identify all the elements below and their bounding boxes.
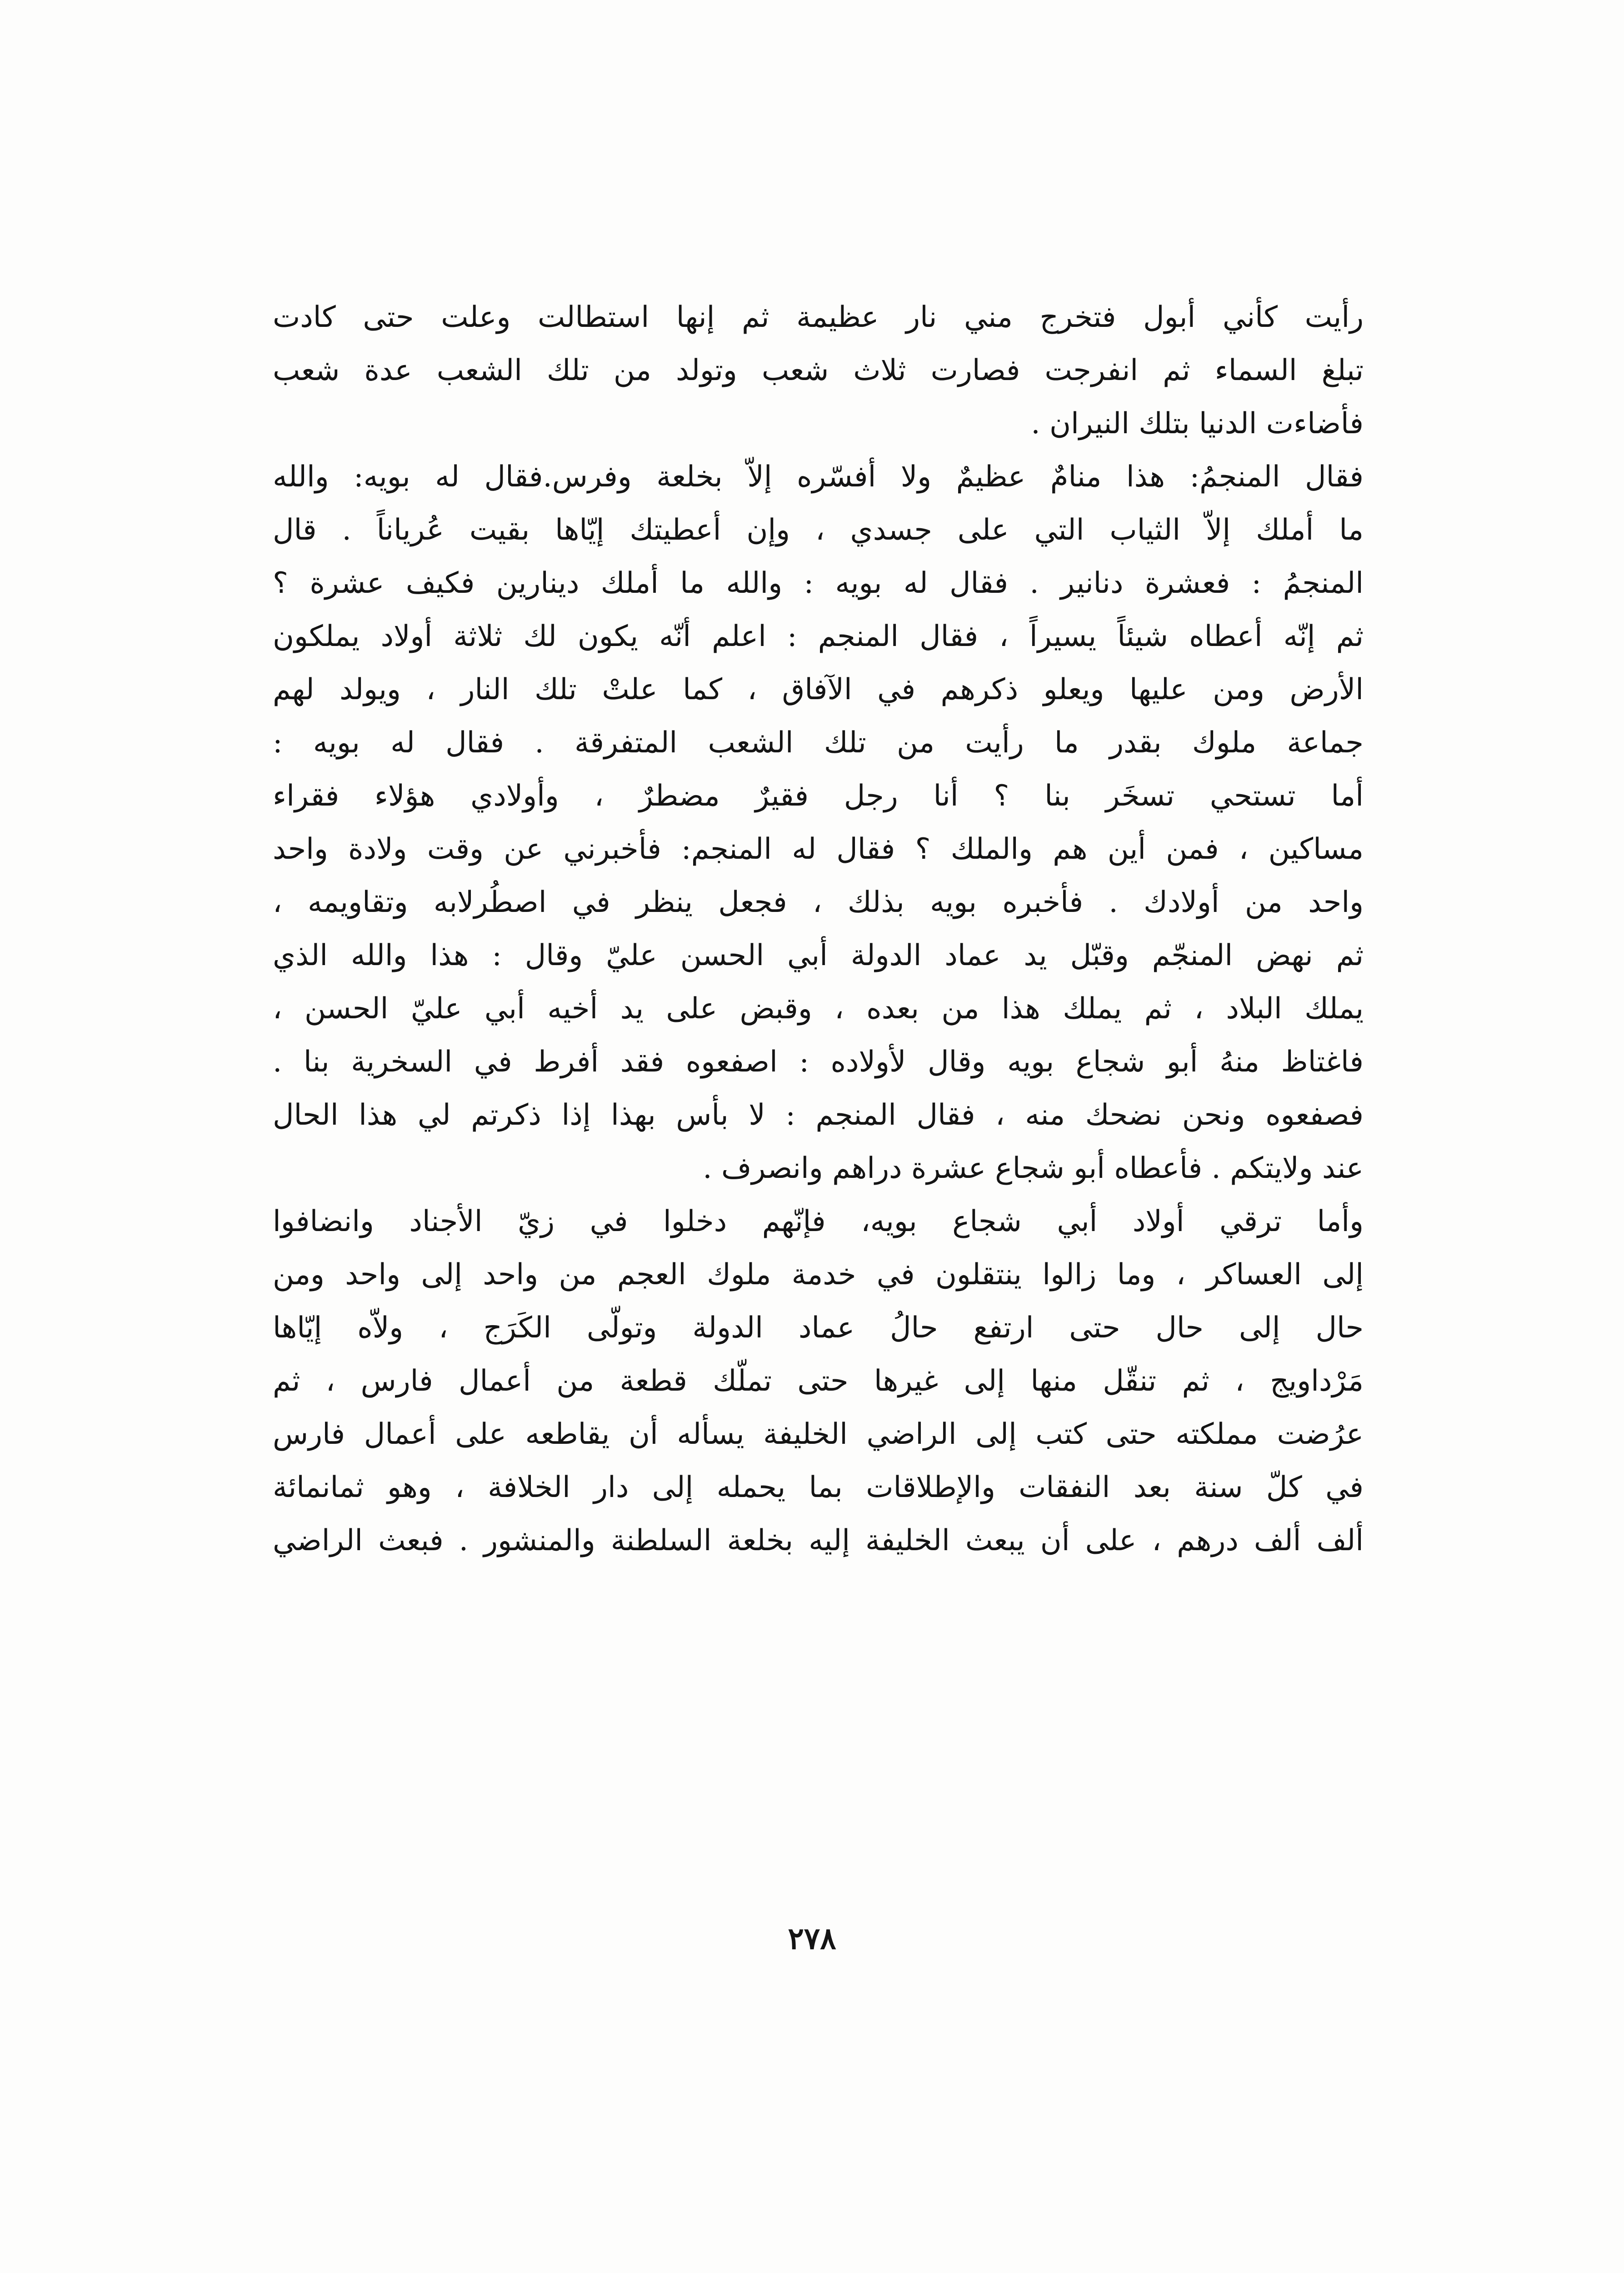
text-line: مساكين ، فمن أين هم والملك ؟ فقال له المنجم: فأخبرني عن وقت ولادة واحد <box>273 832 1364 866</box>
text-line: فقال المنجمُ: هذا منامٌ عظيمٌ ولا أفسّره إلاّ بخلعة وفرس.فقال له بويه: والله <box>273 460 1364 494</box>
text-line: مَرْداويج ، ثم تنقّل منها إلى غيرها حتى تملّك قطعة من أعمال فارس ، ثم <box>273 1364 1364 1398</box>
text-line: في كلّ سنة بعد النفقات والإطلاقات بما يحمله إلى دار الخلافة ، وهو ثمانمائة <box>273 1471 1364 1504</box>
paragraph-1 <box>273 291 1364 451</box>
text-line: وأما ترقي أولاد أبي شجاع بويه، فإنّهم دخلوا في زيّ الأجناد وانضافوا <box>273 1205 1364 1238</box>
text-line: عرُضت مملكته حتى كتب إلى الراضي الخليفة يسأله أن يقاطعه على أعمال فارس <box>273 1417 1364 1451</box>
text-line: عند ولايتكم . فأعطاه أبو شجاع عشرة دراهم وانصرف . <box>703 1152 1364 1185</box>
text-line: ألف ألف درهم ، على أن يبعث الخليفة إليه بخلعة السلطنة والمنشور . فبعث الراضي <box>273 1524 1364 1557</box>
paragraph-2 <box>273 451 1364 1195</box>
text-line: حال إلى حال حتى ارتفع حالُ عماد الدولة وتولّى الكَرَج ، ولاّه إيّاها <box>273 1311 1364 1345</box>
text-line: ثم نهض المنجّم وقبّل يد عماد الدولة أبي الحسن عليّ وقال : هذا والله الذي <box>273 939 1364 972</box>
text-line: يملك البلاد ، ثم يملك هذا من بعده ، وقبض على يد أخيه أبي عليّ الحسن ، <box>273 992 1364 1026</box>
text-line: جماعة ملوك بقدر ما رأيت من تلك الشعب المتفرقة . فقال له بويه : <box>273 726 1364 760</box>
body-text <box>273 291 1364 1567</box>
page-number: ٢٧٨ <box>788 1921 836 1956</box>
text-line: رأيت كأني أبول فتخرج مني نار عظيمة ثم إنها استطالت وعلت حتى كادت <box>273 300 1364 334</box>
text-line: فصفعوه ونحن نضحك منه ، فقال المنجم : لا بأس بهذا إذا ذكرتم لي هذا الحال <box>273 1098 1364 1132</box>
text-line: ما أملك إلاّ الثياب التي على جسدي ، وإن أعطيتك إيّاها بقيت عُرياناً . قال <box>273 513 1364 547</box>
text-line: تبلغ السماء ثم انفرجت فصارت ثلاث شعب وتولد من تلك الشعب عدة شعب <box>273 354 1364 387</box>
text-line: واحد من أولادك . فأخبره بويه بذلك ، فجعل ينظر في اصطُرلابه وتقاويمه ، <box>273 886 1364 919</box>
text-line: أما تستحي تسخَر بنا ؟ أنا رجل فقيرٌ مضطرٌ ، وأولادي هؤلاء فقراء <box>273 779 1364 813</box>
text-line: المنجمُ : فعشرة دنانير . فقال له بويه : والله ما أملك دينارين فكيف عشرة ؟ <box>273 566 1364 600</box>
text-line: إلى العساكر ، وما زالوا ينتقلون في خدمة ملوك العجم من واحد إلى واحد ومن <box>273 1258 1364 1292</box>
text-line: ثم إنّه أعطاه شيئاً يسيراً ، فقال المنجم : اعلم أنّه يكون لك ثلاثة أولاد يملكون <box>273 620 1364 653</box>
text-line: الأرض ومن عليها ويعلو ذكرهم في الآفاق ، كما علتْ تلك النار ، ويولد لهم <box>273 673 1364 706</box>
text-line: فاغتاظ منهُ أبو شجاع بويه وقال لأولاده : اصفعوه فقد أفرط في السخرية بنا . <box>273 1045 1364 1079</box>
text-line: فأضاءت الدنيا بتلك النيران . <box>1031 407 1364 441</box>
paragraph-3 <box>273 1195 1364 1567</box>
